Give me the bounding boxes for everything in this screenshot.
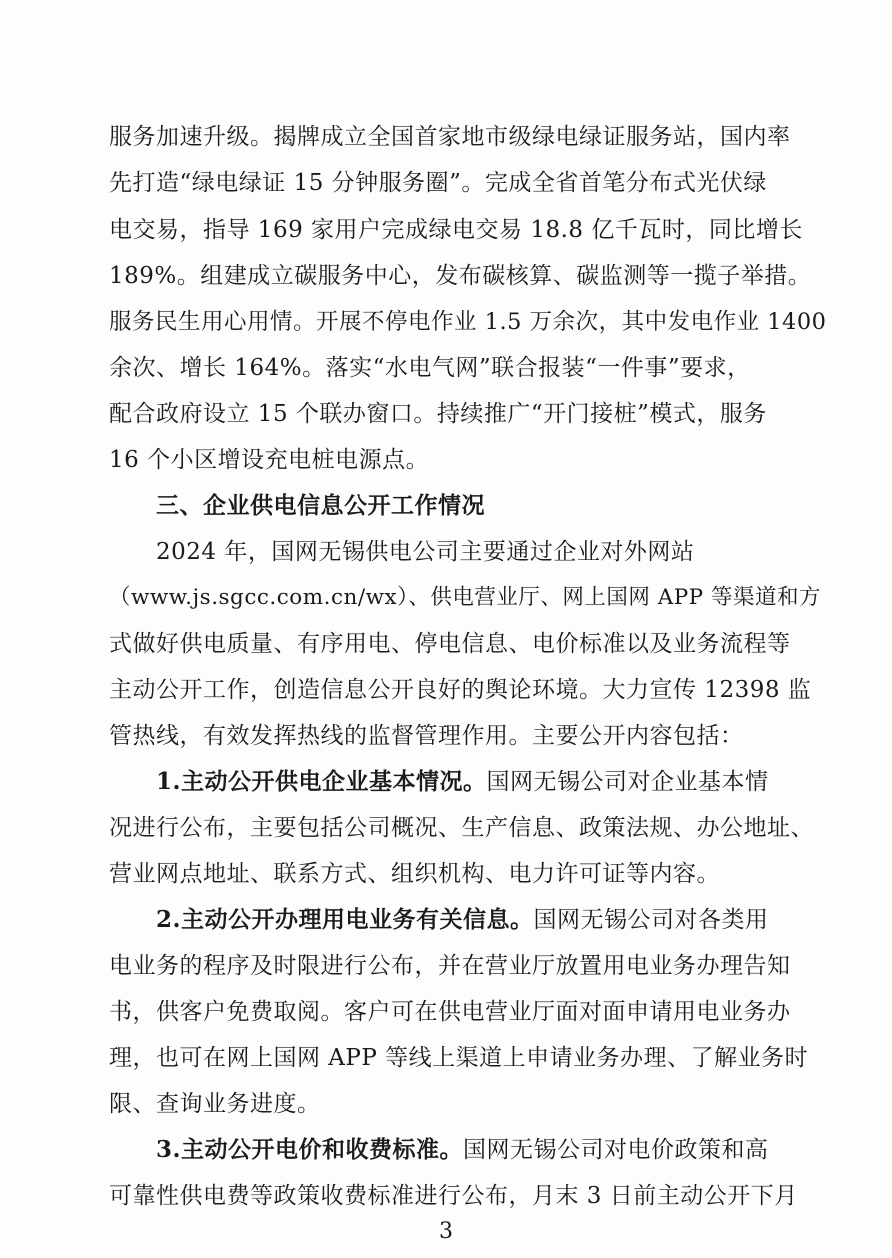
page-number: 3 bbox=[439, 1219, 453, 1244]
body-line bbox=[0, 210, 892, 250]
line-text: 理，也可在网上国网 APP 等线上渠道上申请业务办理、了解业务时 bbox=[109, 1045, 809, 1071]
item-1-line bbox=[0, 762, 892, 802]
line-text: （www.js.sgcc.com.cn/wx）、供电营业厅、网上国网 APP 等渠道和方 bbox=[109, 585, 821, 610]
body-line bbox=[0, 808, 892, 848]
item-1-container bbox=[156, 762, 769, 802]
body-line bbox=[0, 578, 892, 618]
body-line bbox=[0, 854, 892, 894]
line-text: 管热线，有效发挥热线的监督管理作用。主要公开内容包括： bbox=[109, 723, 744, 749]
line-text: 书，供客户免费取阅。客户可在供电营业厅面对面申请用电业务办 bbox=[109, 999, 791, 1025]
item-2-container bbox=[156, 900, 769, 940]
body-line bbox=[0, 716, 892, 756]
line-text: 电业务的程序及时限进行公布，并在营业厅放置用电业务办理告知 bbox=[109, 953, 791, 979]
line-text: 营业网点地址、联系方式、组织机构、电力许可证等内容。 bbox=[109, 861, 720, 887]
item-3-text: 国网无锡公司对电价政策和高 bbox=[463, 1137, 769, 1163]
item-1-text: 国网无锡公司对企业基本情 bbox=[486, 769, 769, 795]
body-line bbox=[0, 624, 892, 664]
item-2-line bbox=[0, 900, 892, 940]
body-line bbox=[0, 992, 892, 1032]
section-heading-text: 三、企业供电信息公开工作情况 bbox=[156, 492, 485, 519]
line-text: 16 个小区增设充电桩电源点。 bbox=[109, 447, 430, 473]
item-3-line bbox=[0, 1130, 892, 1170]
line-text: 189%。组建成立碳服务中心，发布碳核算、碳监测等一揽子举措。 bbox=[109, 263, 812, 289]
body-line bbox=[0, 117, 892, 157]
line-text: 电交易，指导 169 家用户完成绿电交易 18.8 亿千瓦时，同比增长 bbox=[109, 217, 803, 243]
body-line bbox=[0, 302, 892, 342]
line-text: 况进行公布，主要包括公司概况、生产信息、政策法规、办公地址、 bbox=[109, 815, 814, 841]
line-text: 余次、增长 164%。落实“水电气网”联合报装“一件事”要求， bbox=[109, 355, 751, 381]
body-line bbox=[0, 532, 892, 572]
line-text: 服务加速升级。揭牌成立全国首家地市级绿电绿证服务站，国内率 bbox=[109, 124, 791, 150]
line-text: 2024 年，国网无锡供电公司主要通过企业对外网站 bbox=[156, 539, 695, 565]
line-text: 限、查询业务进度。 bbox=[109, 1091, 321, 1117]
body-line bbox=[0, 394, 892, 434]
item-1-heading: 1.主动公开供电企业基本情况。 bbox=[156, 768, 487, 795]
item-2-heading: 2.主动公开办理用电业务有关信息。 bbox=[156, 906, 534, 933]
line-text: 可靠性供电费等政策收费标准进行公布，月末 3 日前主动公开下月 bbox=[109, 1183, 798, 1209]
line-text: 配合政府设立 15 个联办窗口。持续推广“开门接桩”模式，服务 bbox=[109, 401, 767, 427]
body-line bbox=[0, 1038, 892, 1078]
body-line bbox=[0, 1084, 892, 1124]
section-heading bbox=[0, 486, 892, 526]
body-line bbox=[0, 946, 892, 986]
line-text: 式做好供电质量、有序用电、停电信息、电价标准以及业务流程等 bbox=[109, 631, 791, 657]
item-3-heading: 3.主动公开电价和收费标准。 bbox=[156, 1136, 464, 1163]
line-text: 先打造“绿电绿证 15 分钟服务圈”。完成全省首笔分布式光伏绿 bbox=[109, 170, 767, 196]
body-line bbox=[0, 440, 892, 480]
line-text: 主动公开工作，创造信息公开良好的舆论环境。大力宣传 12398 监 bbox=[109, 677, 812, 703]
line-text: 服务民生用心用情。开展不停电作业 1.5 万余次，其中发电作业 1400 bbox=[109, 309, 827, 335]
body-line bbox=[0, 348, 892, 388]
item-2-text: 国网无锡公司对各类用 bbox=[533, 907, 769, 933]
body-line bbox=[0, 256, 892, 296]
body-line bbox=[0, 670, 892, 710]
body-line bbox=[0, 163, 892, 203]
body-line bbox=[0, 1176, 892, 1216]
item-3-container bbox=[156, 1130, 769, 1170]
